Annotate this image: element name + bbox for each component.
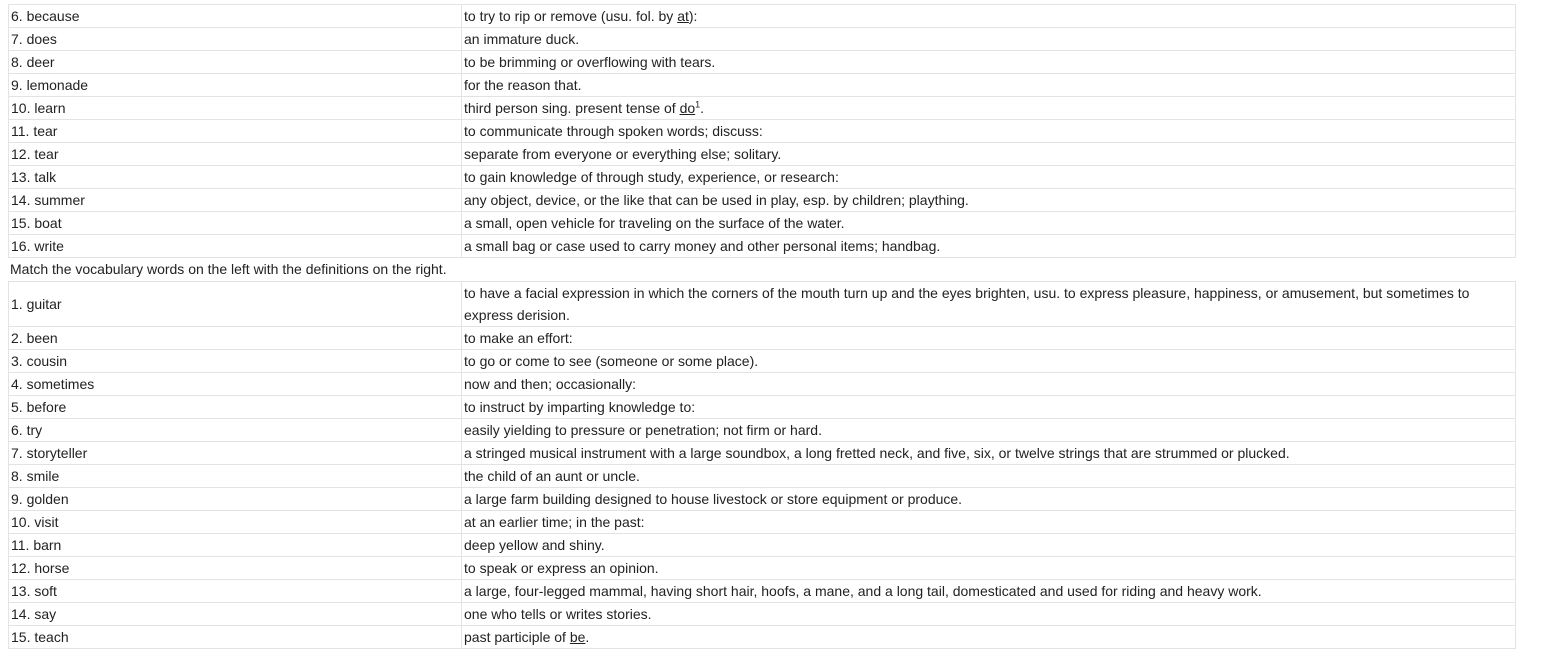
vocab-word: 11. barn — [9, 534, 462, 557]
table-row — [9, 373, 1516, 396]
vocab-word: 2. been — [9, 327, 462, 350]
vocab-definition — [462, 120, 1516, 143]
vocab-definition — [462, 5, 1516, 28]
table-row — [9, 235, 1516, 258]
vocab-definition — [462, 327, 1516, 350]
table-row — [9, 488, 1516, 511]
vocab-definition — [462, 143, 1516, 166]
definition-tail: . — [585, 629, 590, 645]
definition-text: the child of an aunt or uncle. — [464, 468, 640, 484]
table-row — [9, 511, 1516, 534]
table-row — [9, 465, 1516, 488]
definition-text: a small, open vehicle for traveling on the surface of the water. — [464, 215, 845, 231]
vocab-definition — [462, 465, 1516, 488]
vocab-definition — [462, 97, 1516, 120]
table-row — [9, 143, 1516, 166]
definition-text: any object, device, or the like that can be used in play, esp. by children; plaything. — [464, 192, 969, 208]
instructions: Match the vocabulary words on the left with the definitions on the right. — [10, 261, 447, 277]
definition-text: a large farm building designed to house livestock or store equipment or produce. — [464, 491, 963, 507]
vocab-word: 12. tear — [9, 143, 462, 166]
vocab-word: 8. smile — [9, 465, 462, 488]
definition-text: deep yellow and shiny. — [464, 537, 605, 553]
table-row — [9, 534, 1516, 557]
table-row — [9, 212, 1516, 235]
vocab-definition — [462, 626, 1516, 649]
cross-reference-link[interactable]: be — [569, 629, 586, 645]
definition-text: to gain knowledge of through study, experience, or research: — [464, 169, 839, 185]
definition-text: a large, four-legged mammal, having short hair, hoofs, a mane, and a long tail, domesticated and used for riding and heavy work. — [464, 583, 1262, 599]
definition-text: one who tells or writes stories. — [464, 606, 652, 622]
definition-text: to try to rip or remove (usu. fol. by — [464, 8, 678, 24]
vocab-word: 12. horse — [9, 557, 462, 580]
table-row — [9, 166, 1516, 189]
definition-text: to communicate through spoken words; discuss: — [464, 123, 763, 139]
vocab-definition — [462, 212, 1516, 235]
vocab-definition — [462, 580, 1516, 603]
definition-text: third person sing. present tense of — [464, 100, 680, 116]
vocab-definition — [462, 189, 1516, 212]
vocab-word: 5. before — [9, 396, 462, 419]
vocab-definition — [462, 396, 1516, 419]
vocab-definition — [462, 74, 1516, 97]
vocab-definition — [462, 442, 1516, 465]
vocab-word: 9. lemonade — [9, 74, 462, 97]
vocab-word: 8. deer — [9, 51, 462, 74]
vocab-definition — [462, 511, 1516, 534]
vocab-word: 14. say — [9, 603, 462, 626]
vocab-definition — [462, 235, 1516, 258]
vocab-word: 4. sometimes — [9, 373, 462, 396]
vocab-definition — [462, 373, 1516, 396]
definition-text: to speak or express an opinion. — [464, 560, 659, 576]
table-row — [9, 97, 1516, 120]
vocab-word: 9. golden — [9, 488, 462, 511]
table-row — [9, 442, 1516, 465]
vocab-table-body — [9, 5, 1516, 258]
definition-text: to be brimming or overflowing with tears. — [464, 54, 716, 70]
table-row — [9, 282, 1516, 327]
definition-tail: . — [700, 100, 705, 116]
table-row — [9, 580, 1516, 603]
definition-text: for the reason that. — [464, 77, 582, 93]
table-row — [9, 396, 1516, 419]
vocab-word: 10. visit — [9, 511, 462, 534]
vocab-word: 13. talk — [9, 166, 462, 189]
vocab-definition — [462, 419, 1516, 442]
cross-reference-link[interactable]: at — [677, 8, 689, 24]
vocab-word: 3. cousin — [9, 350, 462, 373]
table-row — [9, 419, 1516, 442]
vocab-word: 15. boat — [9, 212, 462, 235]
table-row — [9, 557, 1516, 580]
definition-text: now and then; occasionally: — [464, 376, 636, 392]
vocab-word: 16. write — [9, 235, 462, 258]
table-row — [9, 120, 1516, 143]
definition-text: to go or come to see (someone or some place). — [464, 353, 759, 369]
vocab-definition — [462, 350, 1516, 373]
vocab-table-body — [9, 282, 1516, 649]
definition-text: a stringed musical instrument with a large soundbox, a long fretted neck, and five, six, or twelve strings that are strummed or plucked. — [464, 445, 1290, 461]
definition-text: an immature duck. — [464, 31, 580, 47]
vocab-definition — [462, 534, 1516, 557]
worksheet — [8, 4, 1515, 649]
vocab-word: 7. does — [9, 28, 462, 51]
table-row — [9, 350, 1516, 373]
vocab-definition — [462, 488, 1516, 511]
superscript-number: 1 — [695, 99, 701, 110]
vocab-definition — [462, 282, 1516, 327]
vocab-table-set-b — [8, 281, 1516, 649]
vocab-definition — [462, 603, 1516, 626]
vocab-word: 15. teach — [9, 626, 462, 649]
definition-text: past participle of — [464, 629, 570, 645]
vocab-word: 10. learn — [9, 97, 462, 120]
definition-text: at an earlier time; in the past: — [464, 514, 645, 530]
vocab-word: 1. guitar — [9, 282, 462, 327]
cross-reference-link[interactable]: do — [679, 100, 696, 116]
vocab-word: 13. soft — [9, 580, 462, 603]
vocab-word: 11. tear — [9, 120, 462, 143]
vocab-definition — [462, 557, 1516, 580]
definition-text: to make an effort: — [464, 330, 573, 346]
table-row — [9, 5, 1516, 28]
vocab-definition — [462, 28, 1516, 51]
definition-tail: ): — [688, 8, 698, 24]
definition-text: to have a facial expression in which the corners of the mouth turn up and the eyes brighten, usu. to express pleasure, happiness, or amusement, but sometimes to express derision. — [464, 285, 1470, 323]
vocab-word: 7. storyteller — [9, 442, 462, 465]
vocab-definition — [462, 166, 1516, 189]
table-row — [9, 74, 1516, 97]
table-row — [9, 626, 1516, 649]
vocab-word: 6. try — [9, 419, 462, 442]
definition-text: easily yielding to pressure or penetration; not firm or hard. — [464, 422, 822, 438]
vocab-definition — [462, 51, 1516, 74]
table-row — [9, 28, 1516, 51]
table-row — [9, 603, 1516, 626]
definition-text: to instruct by imparting knowledge to: — [464, 399, 696, 415]
vocab-word: 14. summer — [9, 189, 462, 212]
vocab-word: 6. because — [9, 5, 462, 28]
table-row — [9, 189, 1516, 212]
table-row — [9, 327, 1516, 350]
definition-text: a small bag or case used to carry money and other personal items; handbag. — [464, 238, 941, 254]
table-row — [9, 51, 1516, 74]
vocab-table-set-a — [8, 4, 1516, 258]
definition-text: separate from everyone or everything else; solitary. — [464, 146, 782, 162]
